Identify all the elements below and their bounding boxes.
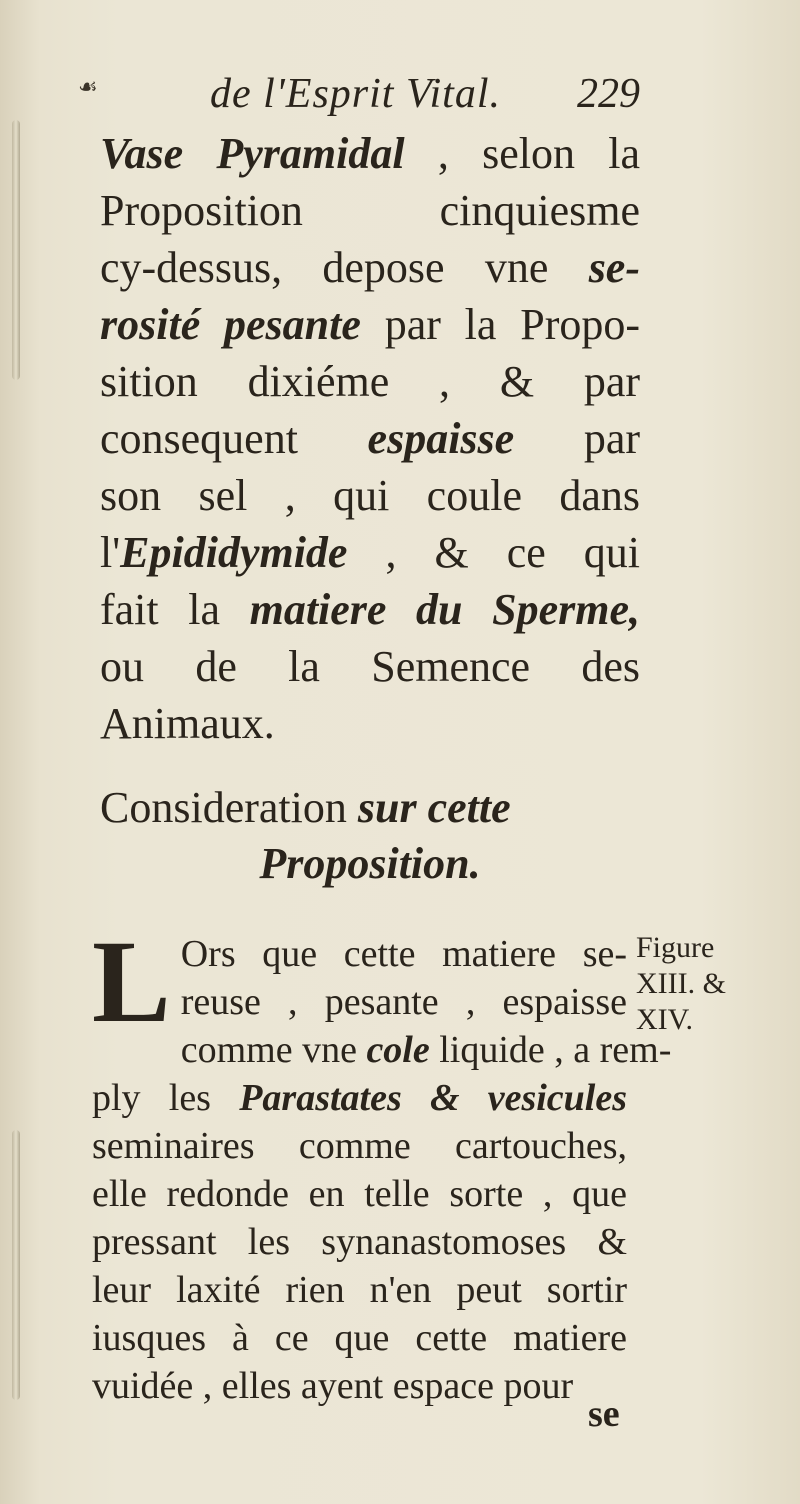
text-line [92, 1122, 627, 1170]
margin-note [636, 930, 776, 1038]
roman-text: son sel , qui coule dans [100, 471, 640, 520]
section-heading [100, 780, 640, 892]
text-line [92, 930, 627, 978]
roman-text: liquide , a rem- [429, 1029, 672, 1071]
text-line [92, 978, 627, 1026]
italic-text: rosité pesante [100, 300, 361, 349]
roman-text: cy-dessus, depose vne [100, 243, 589, 292]
roman-text: pressant les synanastomoses & [92, 1221, 627, 1263]
text-line [100, 239, 640, 296]
roman-text: , & ce qui [347, 528, 640, 577]
roman-text: vuidée , elles ayent espace pour [92, 1365, 574, 1407]
text-line [100, 182, 640, 239]
roman-text: leur laxité rien n'en peut sortir [92, 1269, 627, 1311]
roman-text: Ors que cette matiere se- [180, 933, 627, 975]
page-header [70, 70, 650, 130]
text-line [92, 1026, 672, 1074]
text-line [100, 581, 640, 638]
text-line [92, 1074, 627, 1122]
roman-text: par [514, 414, 640, 463]
printer-mark-icon: ☙ [78, 74, 98, 99]
binding-thread [12, 1130, 20, 1400]
roman-text: , selon la [404, 129, 640, 178]
italic-text: espaisse [367, 414, 515, 463]
italic-text: Epididymide [120, 528, 348, 577]
margin-note-line: XIV. [636, 1003, 693, 1036]
text-line [92, 1218, 627, 1266]
heading-line-1 [100, 780, 640, 836]
roman-text: iusques à ce que cette matiere [92, 1317, 627, 1359]
text-line [92, 1266, 627, 1314]
heading-line-2: Proposition. [259, 839, 481, 888]
text-line [100, 638, 640, 695]
binding-thread [12, 120, 20, 380]
margin-note-line: Figure [636, 931, 715, 964]
running-title: de l'Esprit Vital. [210, 71, 502, 117]
italic-text: cole [366, 1029, 430, 1071]
roman-text: reuse , pesante , espaisse [180, 981, 627, 1023]
roman-text: Proposition cinquiesme [100, 186, 640, 235]
italic-text: Vase Pyramidal [100, 129, 405, 178]
italic-text: se- [588, 243, 640, 292]
text-line [100, 695, 640, 752]
text-line [92, 1314, 627, 1362]
roman-text: ou de la Semence des [100, 642, 640, 691]
italic-text: Parastates & vesicules [239, 1077, 627, 1119]
page-number: 229 [577, 71, 640, 117]
margin-note-line: XIII. & [636, 967, 726, 1000]
italic-text: matiere du Sperme, [249, 585, 640, 634]
text-line [92, 1170, 627, 1218]
text-line [100, 410, 640, 467]
heading-italic: sur cette [357, 783, 511, 832]
roman-text: consequent [100, 414, 368, 463]
roman-text: Animaux. [100, 699, 275, 748]
roman-text: comme vne [180, 1029, 367, 1071]
roman-text: elle redonde en telle sorte , que [92, 1173, 627, 1215]
text-line [100, 296, 640, 353]
text-line [100, 467, 640, 524]
roman-text: sition dixiéme , & par [100, 357, 640, 406]
drop-cap: L [92, 916, 171, 1047]
roman-text: fait la [100, 585, 250, 634]
roman-text: ply les [92, 1077, 240, 1119]
roman-text: par la Propo- [360, 300, 640, 349]
text-line [100, 353, 640, 410]
heading-roman: Consideration [100, 783, 358, 832]
text-line [100, 125, 640, 182]
body-text-top [100, 125, 640, 752]
text-line [92, 1362, 627, 1410]
text-line [100, 524, 640, 581]
catchword: se [588, 1393, 620, 1435]
roman-text: seminaires comme cartouches, [92, 1125, 627, 1167]
roman-text: l' [100, 528, 121, 577]
